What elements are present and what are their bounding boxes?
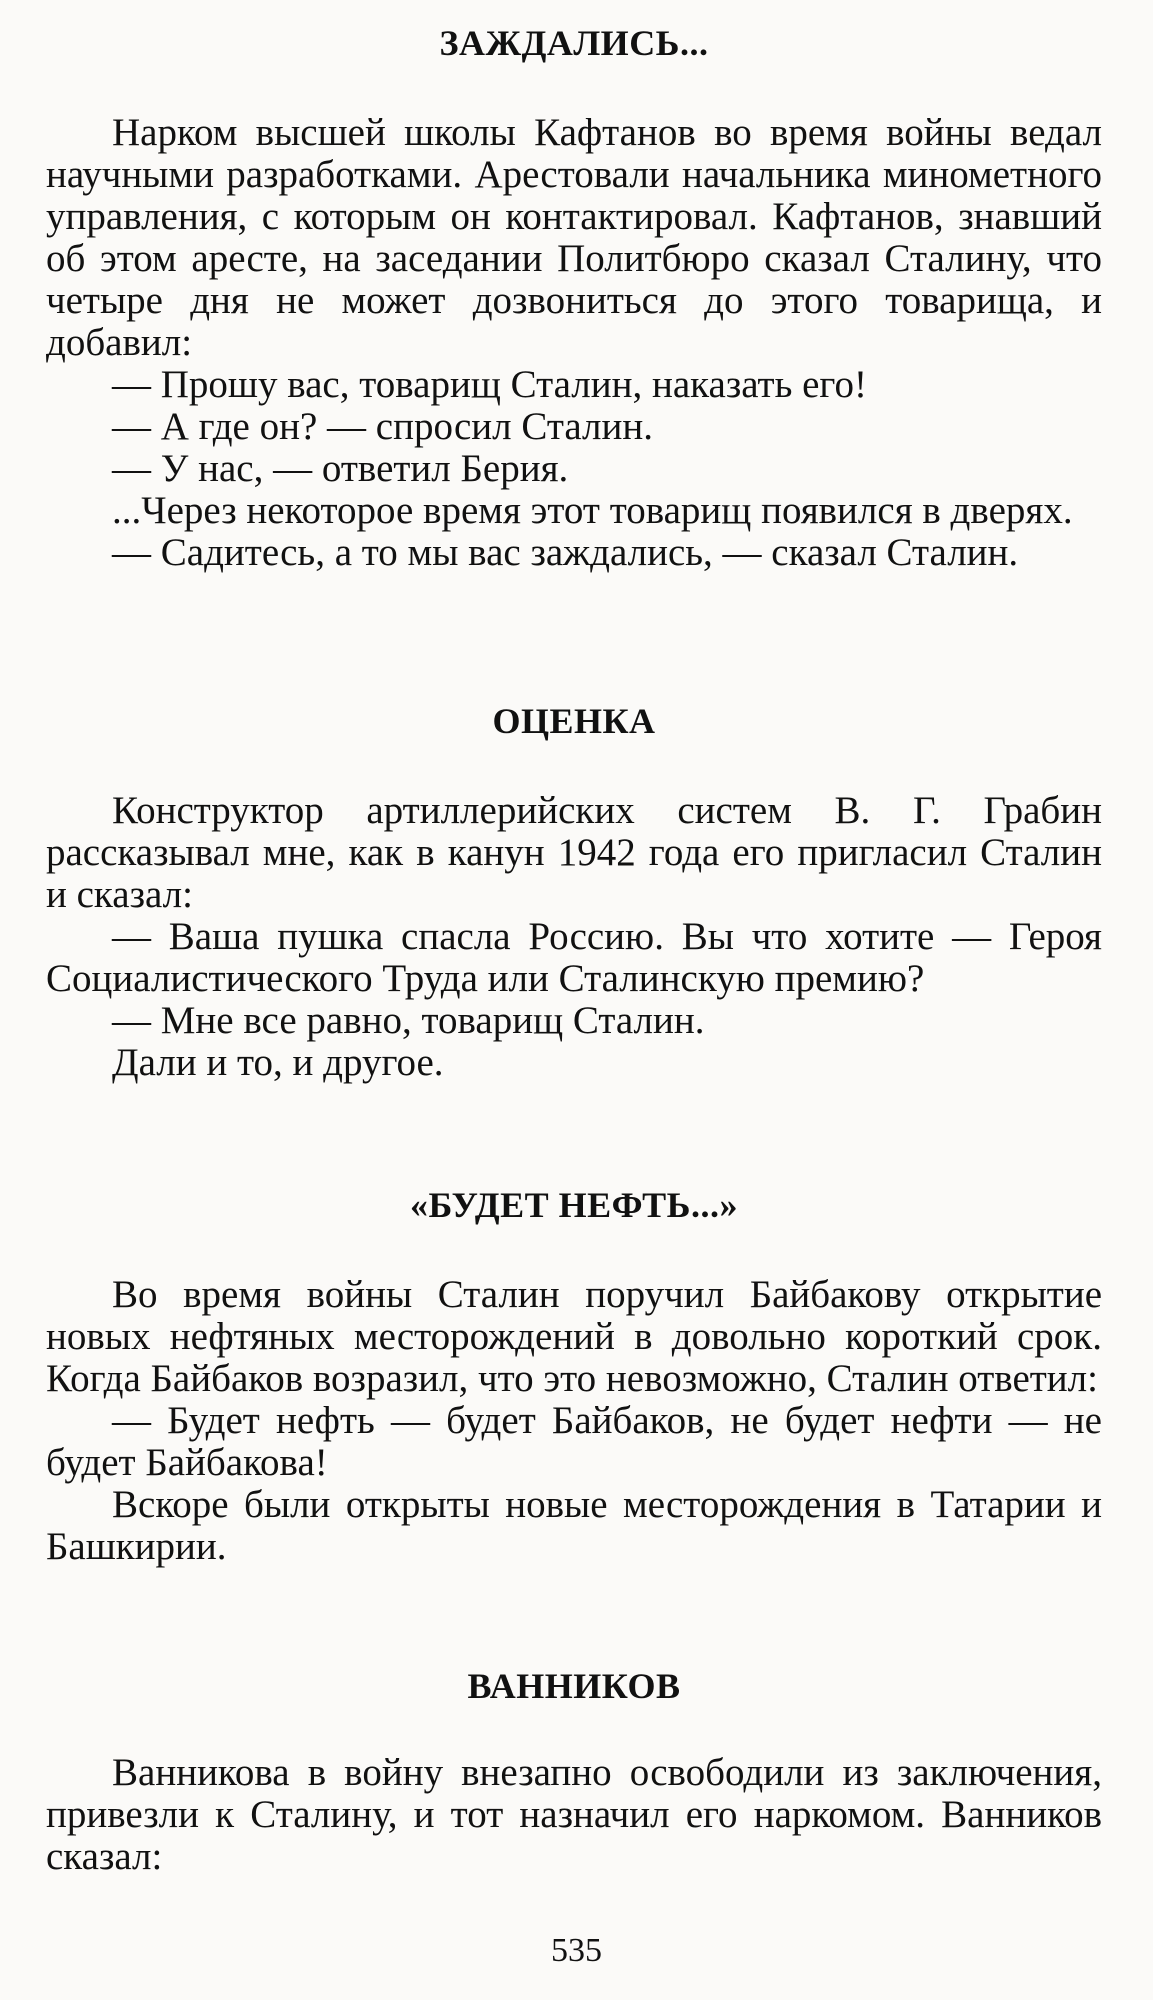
- paragraph: Вскоре были открыты новые месторождения в Татарии и Башкирии.: [46, 1483, 1102, 1568]
- section-title-vannikov: ВАННИКОВ: [467, 1666, 681, 1706]
- dialogue-line: — У нас, — ответил Берия.: [112, 447, 569, 490]
- section-body-vannikov: [46, 1752, 1102, 1878]
- paragraph: Во время войны Сталин поручил Байбакову открытие новых нефтяных месторождений в довольно короткий срок. Когда Байбаков возразил, что это невозможно, Сталин ответил:: [46, 1273, 1102, 1400]
- paragraph: Конструктор артиллерийских систем В. Г. Грабин рассказывал мне, как в канун 1942 года его пригласил Сталин и сказал:: [46, 789, 1102, 916]
- dialogue-line: — Садитесь, а то мы вас заждались, — сказал Сталин.: [112, 531, 1019, 574]
- section-title-otsenka: ОЦЕНКА: [492, 701, 656, 741]
- page-number: 535: [551, 1932, 602, 1969]
- section-body-zazhdalis: [46, 112, 1102, 574]
- dialogue-line: — Мне все равно, товарищ Сталин.: [112, 999, 705, 1042]
- section-title-budet-neft: «БУДЕТ НЕФТЬ...»: [410, 1185, 738, 1225]
- dialogue-line: — А где он? — спросил Сталин.: [112, 405, 653, 448]
- paragraph: ...Через некоторое время этот товарищ появился в дверях.: [112, 489, 1073, 532]
- paragraph: Нарком высшей школы Кафтанов во время войны ведал научными разработками. Арестовали начальника минометного управления, с которым он контактировал. Кафтанов, знавший об этом аресте, на заседании Политбюро сказал Сталину, что четыре дня не может дозвониться до этого товарища, и добавил:: [46, 111, 1102, 364]
- dialogue-line: — Будет нефть — будет Байбаков, не будет нефти — не будет Байбакова!: [46, 1399, 1102, 1484]
- paragraph: Ванникова в войну внезапно освободили из заключения, привезли к Сталину, и тот назначил его наркомом. Ванников сказал:: [46, 1751, 1102, 1878]
- section-body-otsenka: [46, 790, 1102, 1084]
- dialogue-line: — Ваша пушка спасла Россию. Вы что хотите — Героя Социалистического Труда или Сталинскую премию?: [46, 915, 1102, 1000]
- paragraph: Дали и то, и другое.: [112, 1041, 444, 1084]
- dialogue-line: — Прошу вас, товарищ Сталин, наказать его!: [112, 363, 867, 406]
- section-body-budet-neft: [46, 1274, 1102, 1568]
- section-title-zazhdalis: ЗАЖДАЛИСЬ...: [439, 23, 709, 63]
